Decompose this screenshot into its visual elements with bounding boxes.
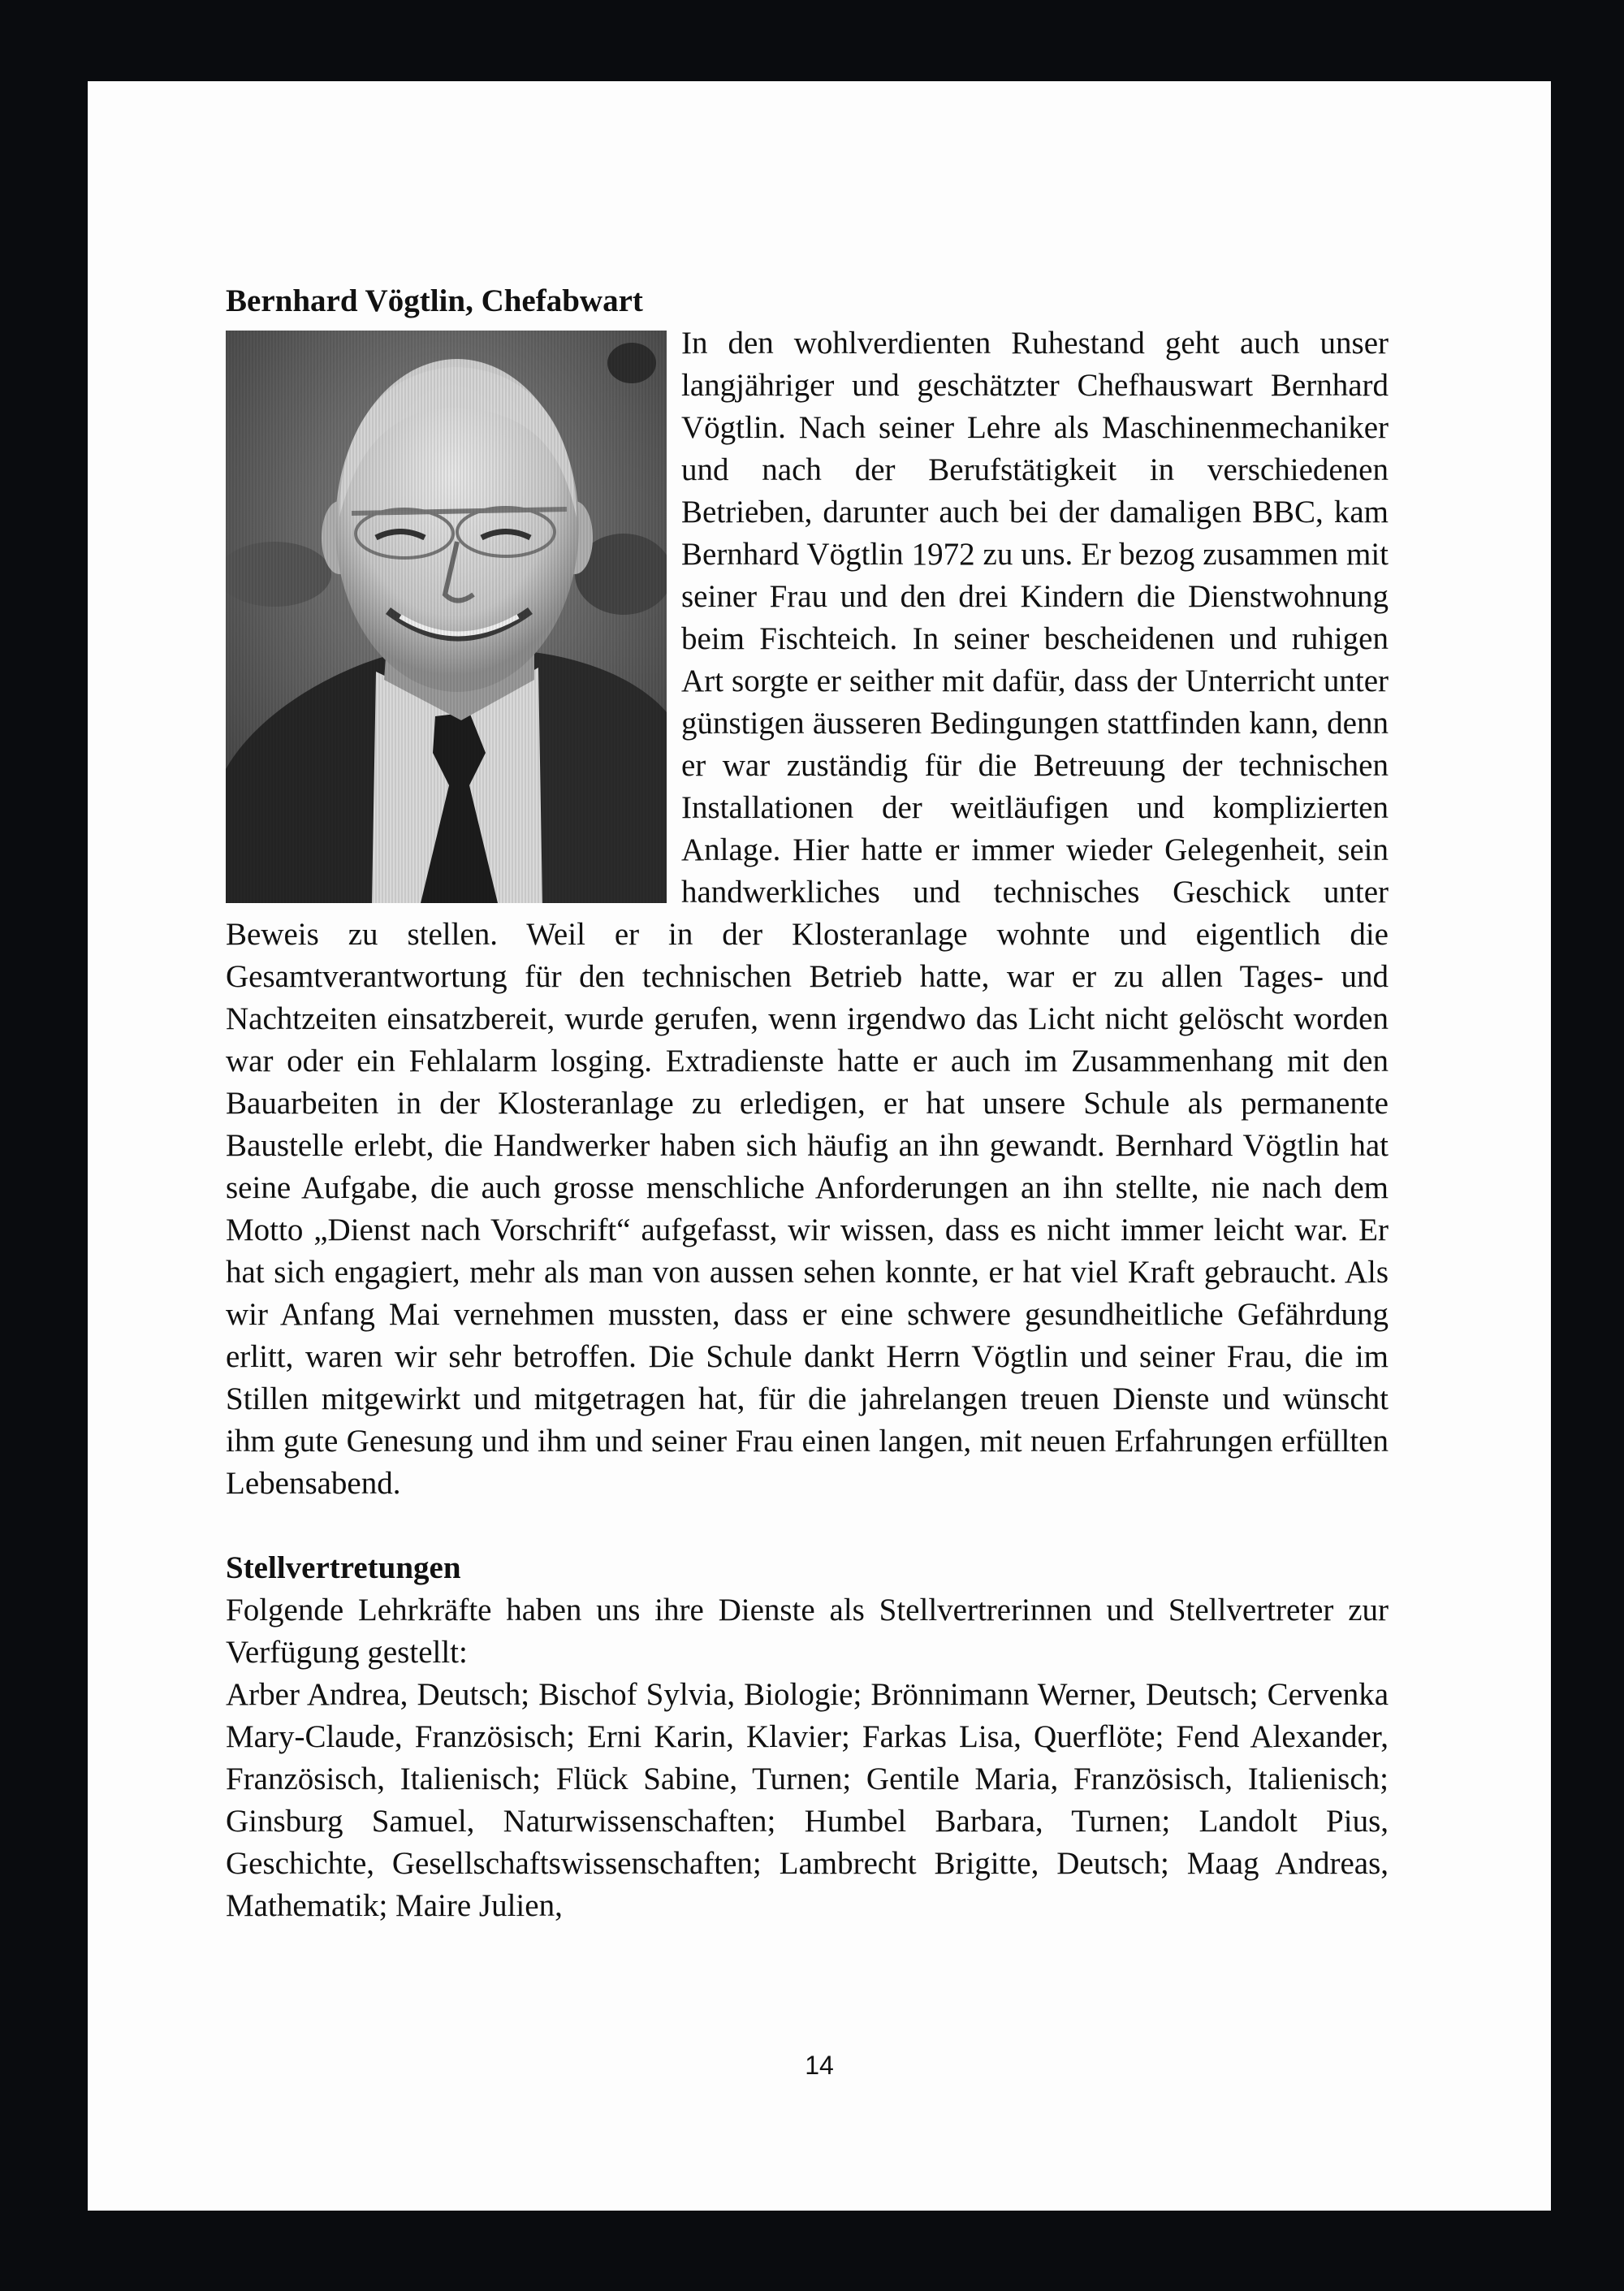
- portrait-image: [226, 331, 667, 903]
- page-content: [226, 280, 1389, 1927]
- portrait-photo: [226, 331, 667, 903]
- section-spacer: [226, 1505, 1389, 1547]
- stellvertretungen-list: Arber Andrea, Deutsch; Bischof Sylvia, Biologie; Brönnimann Werner, Deutsch; Cervenka Mary-Claude, Französisch; Erni Karin, Klavier; Farkas Lisa, Querflöte; Fend Alexander, Französisch, Italienisch; Flück Sabine, Turnen; Gentile Maria, Französisch, Italienisch; Ginsburg Samuel, Naturwissenschaften; Humbel Barbara, Turnen; Landolt Pius, Geschichte, Gesellschaftswissenschaften; Lambrecht Brigitte, Deutsch; Maag Andreas, Mathematik; Maire Julien,: [226, 1677, 1389, 1923]
- document-page: [88, 81, 1551, 2211]
- page-number: 14: [805, 2051, 834, 2080]
- section-heading-stellvertretungen: Stellvertretungen: [226, 1550, 461, 1585]
- section-heading-voegtlin: Bernhard Vögtlin, Chefabwart: [226, 283, 643, 318]
- voegtlin-body-text: In den wohlverdienten Ruhestand geht auch unser langjähriger und geschätzter Chefhauswart Bernhard Vögtlin. Nach seiner Lehre als Maschinenmechaniker und nach der Berufstätigkeit in verschiedenen Betrieben, darunter auch bei der damaligen BBC, kam Bernhard Vögtlin 1972 zu uns. Er bezog zusammen mit seiner Frau und den drei Kindern die Dienstwohnung beim Fischteich. In seiner bescheidenen und ruhigen Art sorgte er seither mit dafür, dass der Unterricht unter günstigen äusseren Bedingungen stattfinden kann, denn er war zuständig für die Betreuung der technischen Installationen der weitläufigen und komplizierten Anlage. Hier hatte er immer wieder Gelegenheit, sein handwerkliches und technisches Geschick unter Beweis zu stellen. Weil er in der Klosteranlage wohnte und eigentlich die Gesamtverantwortung für den technischen Betrieb hatte, war er zu allen Tages- und Nachtzeiten einsatzbereit, wurde gerufen, wenn irgendwo das Licht nicht gelöscht worden war oder ein Fehlalarm losging. Extradienste hatte er auch im Zusammenhang mit den Bauarbeiten in der Klosteranlage zu erledigen, er hat unsere Schule als permanente Baustelle erlebt, die Handwerker haben sich häufig an ihn gewandt. Bernhard Vögtlin hat seine Aufgabe, die auch grosse menschliche Anforderungen an ihn stellte, nie nach dem Motto „Dienst nach Vorschrift“ aufgefasst, wir wissen, dass es nicht immer leicht war. Er hat sich engagiert, mehr als man von aussen sehen konnte, er hat viel Kraft gebraucht. Als wir Anfang Mai vernehmen mussten, dass er eine schwere gesundheitliche Gefährdung erlitt, waren wir sehr betroffen. Die Schule dankt Herrn Vögtlin und seiner Frau, die im Stillen mitgewirkt und mitgetragen hat, für die jahrelangen treuen Dienste und wünscht ihm gute Genesung und ihm und seiner Frau einen langen, mit neuen Erfahrungen erfüllten Lebensabend.: [226, 326, 1389, 1501]
- stellvertretungen-intro: Folgende Lehrkräfte haben uns ihre Dienste als Stellvertrerinnen und Stellvertreter zur Verfügung gestellt:: [226, 1593, 1389, 1670]
